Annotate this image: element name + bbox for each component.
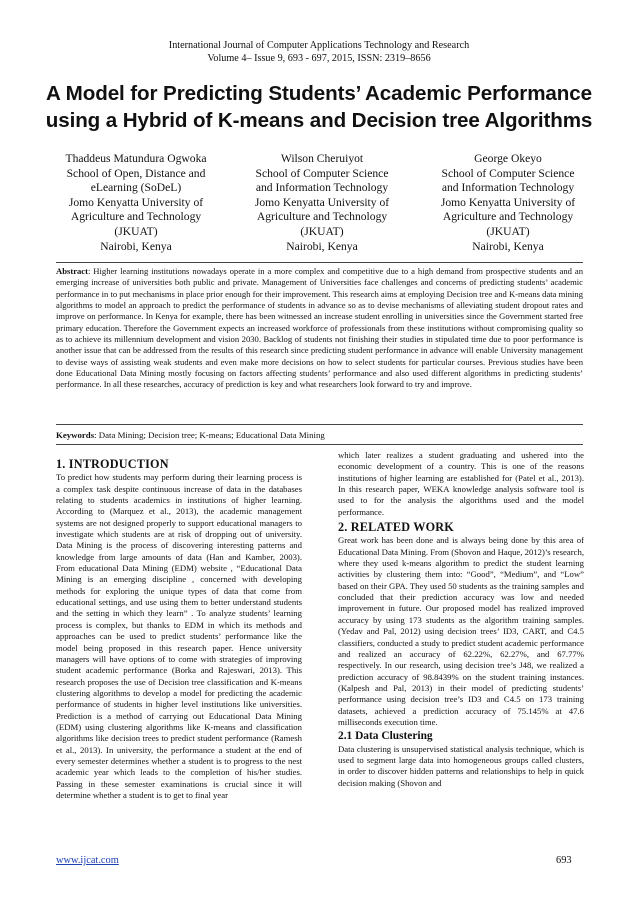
author-name: George Okeyo bbox=[474, 152, 542, 165]
author-affiliation: Jomo Kenyatta University of bbox=[440, 195, 576, 209]
introduction-continued-text: which later realizes a student graduating and ushered into the economic development of a country. This is one of the reasons institutions of higher learning are established for (Patel et al., 2013). In this research paper, WEKA knowledge analysis software tool is used to for the analysis the algorithms used and the model performance. bbox=[338, 450, 584, 517]
journal-name: International Journal of Computer Applications Technology and Research bbox=[168, 40, 470, 51]
right-column bbox=[338, 450, 584, 789]
journal-header bbox=[0, 39, 638, 65]
author-affiliation: School of Computer Science bbox=[255, 166, 389, 180]
keywords-label: Keywords bbox=[56, 430, 95, 440]
page-number: 693 bbox=[556, 855, 572, 866]
author-affiliation: and Information Technology bbox=[441, 181, 575, 195]
title-line-1: A Model for Predicting Students’ Academic Performance bbox=[46, 82, 592, 105]
title-line-2: using a Hybrid of K-means and Decision tree Algorithms bbox=[45, 109, 593, 132]
paper-title bbox=[20, 80, 618, 134]
author-name: Wilson Cheruiyot bbox=[280, 152, 364, 165]
author-location: Nairobi, Kenya bbox=[100, 239, 172, 253]
author-affiliation: eLearning (SoDeL) bbox=[90, 181, 182, 195]
subsection-heading-data-clustering: 2.1 Data Clustering bbox=[338, 730, 433, 743]
left-column bbox=[56, 455, 302, 801]
author-2 bbox=[238, 152, 406, 254]
author-location: Nairobi, Kenya bbox=[286, 239, 358, 253]
author-location: Nairobi, Kenya bbox=[472, 239, 544, 253]
keywords-text: : Data Mining; Decision tree; K-means; Educational Data Mining bbox=[94, 430, 325, 440]
author-affiliation: (JKUAT) bbox=[486, 224, 530, 238]
journal-website-link[interactable]: www.ijcat.com bbox=[56, 855, 119, 866]
author-affiliation: Agriculture and Technology bbox=[442, 210, 574, 224]
section-heading-related-work: 2. RELATED WORK bbox=[338, 520, 454, 535]
data-clustering-text: Data clustering is unsupervised statistical analysis technique, which is used to segment large data into homogeneous groups called clusters, in order to discover hidden patterns and relationships to help in quick decision making (Shovon and bbox=[338, 743, 584, 788]
author-affiliation: Jomo Kenyatta University of bbox=[254, 195, 390, 209]
author-affiliation: and Information Technology bbox=[255, 181, 389, 195]
author-affiliation: School of Computer Science bbox=[441, 166, 575, 180]
author-affiliation: Agriculture and Technology bbox=[256, 210, 388, 224]
journal-volume: Volume 4– Issue 9, 693 - 697, 2015, ISSN: 2319–8656 bbox=[207, 53, 431, 64]
abstract bbox=[56, 266, 583, 391]
abstract-text: : Higher learning institutions nowadays operate in a more complex and competitive due to a high demand from prospective students and an emerging increase of universities both public and private. Management of Universities face challenges and concerns of predicting students’ academic performance in to put mechanisms in place prior enough for their improvement. This research aims at employing Decision tree and K-means data mining algorithms to model an approach to predict the performance of students in advance so as to devise mechanisms of alleviating student dropout rates and improve on performance. In Kenya for example, there has been witnessed an increase student enrolling in universities since the Government started free primary education. Therefore the Government expects an increased workforce of professionals from these institutions without compromising quality so as to achieve its millennium development and vision 2030. Backlog of students not finishing their studies in stipulated time due to poor performance is another issue that can be addressed from the results of this research since predicting student performance in advance will enable University management to devise ways of assisting weak students and even make more decisions on how to select students for particular courses. Previous studies have been done Educational Data Mining mostly focusing on factors affecting students’ performance and also used different algorithms in predicting students’ performance. In all these researches, accuracy of prediction is key and what researchers look forward to try and improve. bbox=[56, 266, 583, 390]
introduction-text: To predict how students may perform during their learning process is a complex task despite continuous increase of data in the databases relating to students academics in institutions of higher learning. According to (Marquez et al., 2013), the academic management systems are not designed properly to support educational managers to investigate which students are at risk of dropping out of university. Data Mining is the process of discovering interesting patterns and knowledge from large amounts of data (Han and Kamber, 2003). From educational Data Mining (EDM) website , “Educational Data Mining is an emerging discipline , concerned with developing methods for exploring the unique types of data that come from educational settings, and use using them to better understand students and the setting in which they learn” . To analyze students’ learning process is complex, but thanks to EDM in which its methods and approaches can be used to predict students’ performance like the model being proposed in this research paper. Hence university managers will have options of to come with strategies of improving student academic performance (Borka and Rajeswari, 2013). This research proposes the use of Decision tree classification and K-means clustering algorithms to develop a model for predicting the academic performance of students in higher level institutions like universities. Prediction is a method of carrying out Educational Data Mining (EDM) using clustering algorithms like K-means and classification algorithms like decision trees to predict student performance (Ramesh et al., 2013). In university, the performance a student at the end of every semester determines whether a student is to progress to the nest academic year which leads to the completion of his/her studies. Passing in these semester examinations is crucial since it will determine whether a student is to get to final year bbox=[56, 472, 302, 800]
author-affiliation: Agriculture and Technology bbox=[70, 210, 202, 224]
author-affiliation: Jomo Kenyatta University of bbox=[68, 195, 204, 209]
author-3 bbox=[424, 152, 592, 254]
keywords-top-divider bbox=[56, 424, 583, 425]
author-affiliation: (JKUAT) bbox=[300, 224, 344, 238]
abstract-label: Abstract bbox=[56, 266, 88, 276]
author-1 bbox=[52, 152, 220, 254]
author-name: Thaddeus Matundura Ogwoka bbox=[65, 152, 207, 165]
section-heading-introduction: 1. INTRODUCTION bbox=[56, 457, 169, 471]
keywords bbox=[56, 430, 583, 441]
keywords-bottom-divider bbox=[56, 444, 583, 445]
author-block bbox=[52, 152, 592, 254]
author-affiliation: (JKUAT) bbox=[114, 224, 158, 238]
abstract-top-divider bbox=[56, 262, 583, 263]
author-affiliation: School of Open, Distance and bbox=[66, 166, 206, 180]
related-work-text: Great work has been done and is always being done by this area of Educational Data Mining. From (Shovon and Haque, 2012)’s research, where they used k-means algorithm to predict the student learning activities by clustering them into: “Good”, “Medium”, and “Low” based on their GPA. They used 50 students as the training samples and concluded that their prediction accuracy was low and needed improvement in future. Our proposed model has realized improved accuracy by using 173 students as the algorithm training samples. (Yedav and Pal, 2012) using decision trees’ ID3, CART, and C4.5 classifiers, conducted a study to predict student academic performance and realized an accuracy of 62.22%, 62.27%, and 67.77% respectively. In our research, using decision tree’s J48, we realized a prediction accuracy of 98.8439% on the student training instances. (Kalpesh and Pal, 2013) in their model of predicting students’ performance using decision tree’s ID3 and C4.5 on 173 training datasets, achieved a prediction accuracy of 75.145% at 47.6 milliseconds execution time. bbox=[338, 535, 584, 727]
